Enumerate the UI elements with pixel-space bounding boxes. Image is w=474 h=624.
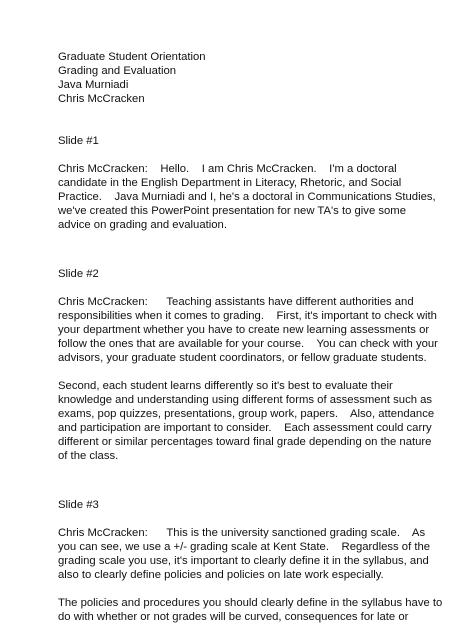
- header-author-2: Chris McCracken: [58, 93, 145, 105]
- document-header: [58, 50, 434, 106]
- slide-heading: Slide #1: [58, 135, 99, 147]
- paragraph: [58, 295, 438, 365]
- section-slide-2: [58, 267, 438, 463]
- text-line: Chris McCracken: This is the university sanctioned grading scale. As: [58, 527, 426, 539]
- spacer: [58, 281, 434, 295]
- text-line: and participation are important to consider. Each assessment could carry: [58, 422, 432, 434]
- slide-heading: Slide #2: [58, 268, 99, 280]
- spacer: [58, 365, 434, 379]
- text-line: knowledge and understanding using different forms of assessment such as: [58, 394, 433, 406]
- text-line: exams, pop quizzes, presentations, group work, papers. Also, attendance: [58, 408, 435, 420]
- spacer: [58, 106, 434, 134]
- text-line: The policies and procedures you should clearly define in the syllabus have to: [58, 597, 443, 609]
- spacer: [58, 148, 434, 162]
- document-body: [58, 50, 443, 624]
- text-line: follow the ones that are available for your course. You can check with your: [58, 338, 438, 350]
- text-line: Chris McCracken: Hello. I am Chris McCracken. I'm a doctoral: [58, 163, 397, 175]
- text-line: responsibilities when it comes to grading. First, it's important to check with: [58, 310, 437, 322]
- spacer: [58, 512, 434, 526]
- paragraph: [58, 596, 443, 624]
- text-line: of the class.: [58, 450, 119, 462]
- paragraph: [58, 526, 434, 582]
- paragraph: [58, 379, 434, 463]
- header-subtitle: Grading and Evaluation: [58, 65, 177, 77]
- text-line: different or similar percentages toward final grade depending on the nature: [58, 436, 432, 448]
- text-line: advice on grading and evaluation.: [58, 219, 227, 231]
- text-line: advisors, your graduate student coordinators, or fellow graduate students.: [58, 352, 427, 364]
- text-line: grading scale you use, it's important to clearly define it in the syllabus, and: [58, 555, 429, 567]
- section-slide-3: [58, 498, 443, 624]
- text-line: Second, each student learns differently so it's best to evaluate their: [58, 380, 393, 392]
- spacer: [58, 582, 434, 596]
- spacer: [58, 463, 434, 498]
- text-line: Practice. Java Murniadi and I, he's a doctoral in Communications Studies,: [58, 191, 436, 203]
- text-line: do with whether or not grades will be curved, consequences for late or: [58, 611, 409, 623]
- text-line: Chris McCracken: Teaching assistants have different authorities and: [58, 296, 414, 308]
- text-line: also to clearly define policies and policies on late work especially.: [58, 569, 384, 581]
- spacer: [58, 232, 434, 267]
- header-author-1: Java Murniadi: [58, 79, 129, 91]
- header-title: Graduate Student Orientation: [58, 51, 206, 63]
- text-line: candidate in the English Department in Literacy, Rhetoric, and Social: [58, 177, 402, 189]
- text-line: you can see, we use a +/- grading scale at Kent State. Regardless of the: [58, 541, 431, 553]
- paragraph: [58, 162, 434, 232]
- text-line: your department whether you have to create new learning assessments or: [58, 324, 430, 336]
- section-slide-1: [58, 134, 434, 232]
- text-line: we've created this PowerPoint presentation for new TA's to give some: [58, 205, 406, 217]
- slide-heading: Slide #3: [58, 499, 99, 511]
